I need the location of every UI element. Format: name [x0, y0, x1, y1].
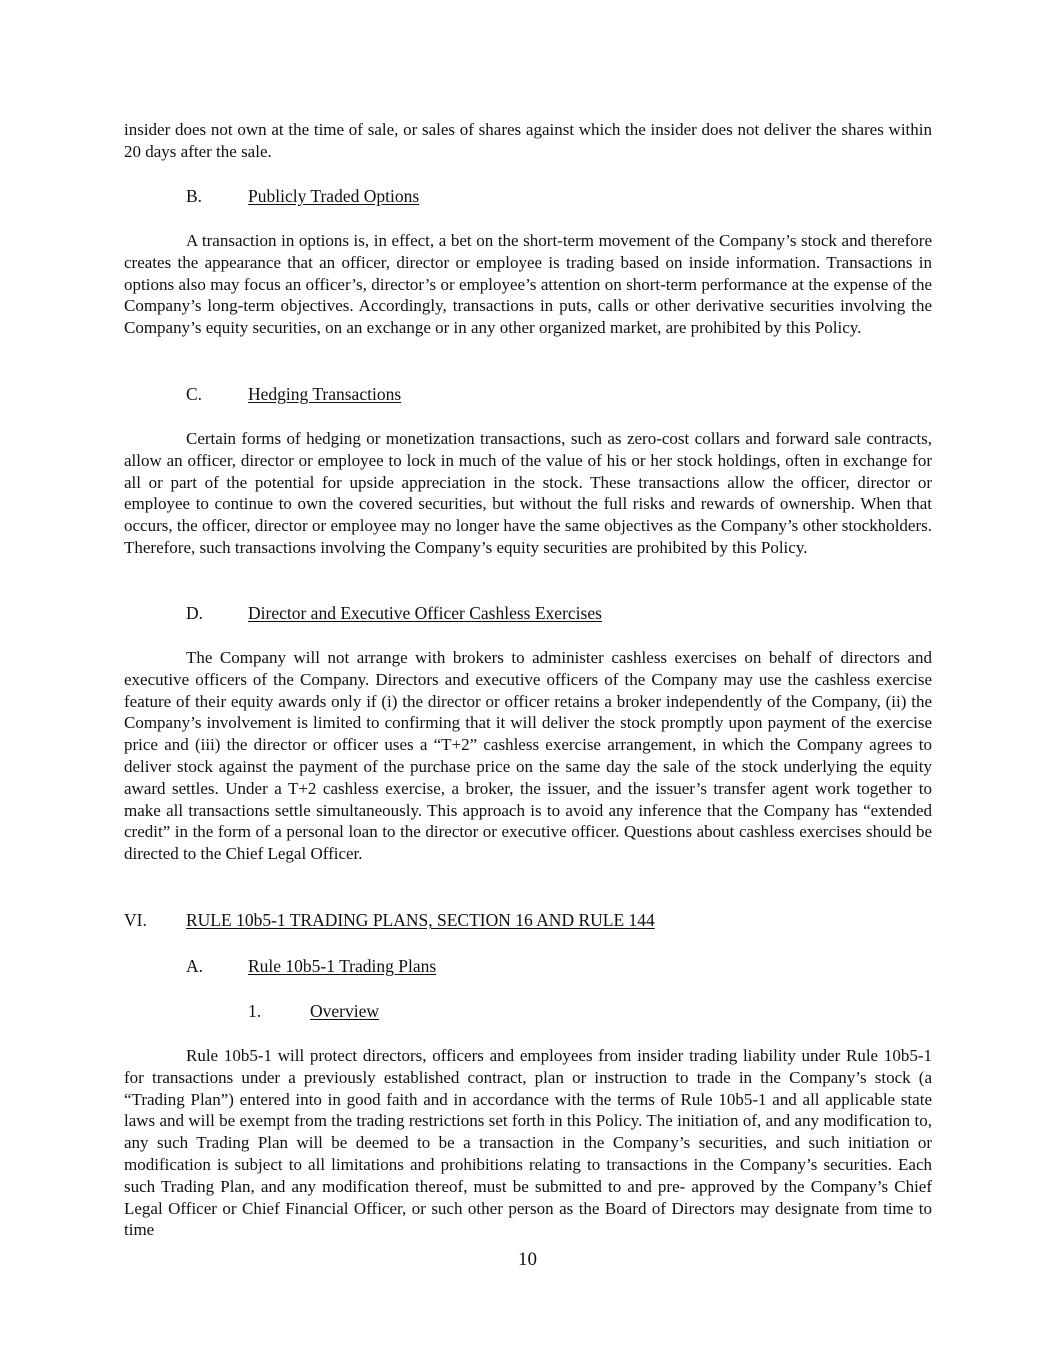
section-b-body: A transaction in options is, in effect, a bet on the short-term movement of the Company’s stock and therefore creates the appearance that an officer, director or employee is trading based on inside information. Transactions in options also may focus an officer’s, director’s or employee’s attention on short-term performance at the expense of the Company’s long-term objectives. Accordingly, transactions in puts, calls or other derivative securities involving the Company’s equity securities, on an exchange or in any other organized market, are prohibited by this Policy.	[124, 231, 932, 338]
section-b-number: B.	[186, 186, 203, 206]
section-c-body: Certain forms of hedging or monetization transactions, such as zero-cost collars and forward sale contracts, allow an officer, director or employee to lock in much of the value of his or her stock holdings, often in exchange for all or part of the potential for upside appreciation in the stock. These transactions allow the officer, director or employee to continue to own the covered securities, but without the full risks and rewards of ownership. When that occurs, the officer, director or employee may no longer have the same objectives as the Company’s other stockholders. Therefore, such transactions involving the Company’s equity securities are prohibited by this Policy.	[124, 429, 932, 557]
section-vi-a-1-title: Overview	[310, 1001, 380, 1021]
paragraph-continuation: insider does not own at the time of sale, or sales of shares against which the insider does not deliver the shares within 20 days after the sale.	[124, 120, 932, 161]
section-d-body: The Company will not arrange with brokers to administer cashless exercises on behalf of directors and executive officers of the Company. Directors and executive officers of the Company may use the cashless exercise feature of their equity awards only if (i) the director or officer retains a broker independently of the Company, (ii) the Company’s involvement is limited to confirming that it will deliver the stock promptly upon payment of the exercise price and (iii) the director or officer uses a “T+2” cashless exercise arrangement, in which the Company agrees to deliver stock against the payment of the purchase price on the same day the sale of the stock underlying the equity award settles. Under a T+2 cashless exercise, a broker, the issuer, and the issuer’s transfer agent work together to make all transactions settle simultaneously. This approach is to avoid any inference that the Company has “extended credit” in the form of a personal loan to the director or executive officer. Questions about cashless exercises should be directed to the Chief Legal Officer.	[124, 648, 932, 864]
section-vi-a-number: A.	[186, 956, 204, 976]
section-b-heading	[186, 186, 419, 208]
section-vi-a-heading	[186, 956, 436, 978]
section-c-heading	[186, 384, 401, 406]
section-vi-a-title: Rule 10b5-1 Trading Plans	[248, 956, 437, 976]
page-number: 10	[518, 1249, 537, 1270]
section-vi-a-1-number: 1.	[248, 1001, 262, 1021]
section-vi-heading	[124, 910, 655, 932]
section-d-title: Director and Executive Officer Cashless Exercises	[248, 603, 602, 623]
section-b-title: Publicly Traded Options	[248, 186, 420, 206]
section-vi-title: RULE 10b5-1 TRADING PLANS, SECTION 16 AND RULE 144	[186, 910, 655, 930]
section-vi-a-1-heading	[248, 1001, 379, 1023]
section-c-number: C.	[186, 384, 203, 404]
section-vi-a-1-body: Rule 10b5-1 will protect directors, officers and employees from insider trading liability under Rule 10b5-1 for transactions under a previously established contract, plan or instruction to trade in the Company’s stock (a “Trading Plan”) entered into in good faith and in accordance with the terms of Rule 10b5-1 and all applicable state laws and will be exempt from the trading restrictions set forth in this Policy. The initiation of, and any modification to, any such Trading Plan will be deemed to be a transaction in the Company’s securities, and such initiation or modification is subject to all limitations and prohibitions relating to transactions in the Company’s securities. Each such Trading Plan, and any modification thereof, must be submitted to and pre- approved by the Company’s Chief Legal Officer or Chief Financial Officer, or such other person as the Board of Directors may designate from time to time	[124, 1046, 932, 1240]
section-vi-number: VI.	[124, 910, 147, 930]
section-d-heading	[186, 603, 602, 625]
section-d-number: D.	[186, 603, 204, 623]
section-c-title: Hedging Transactions	[248, 384, 402, 404]
